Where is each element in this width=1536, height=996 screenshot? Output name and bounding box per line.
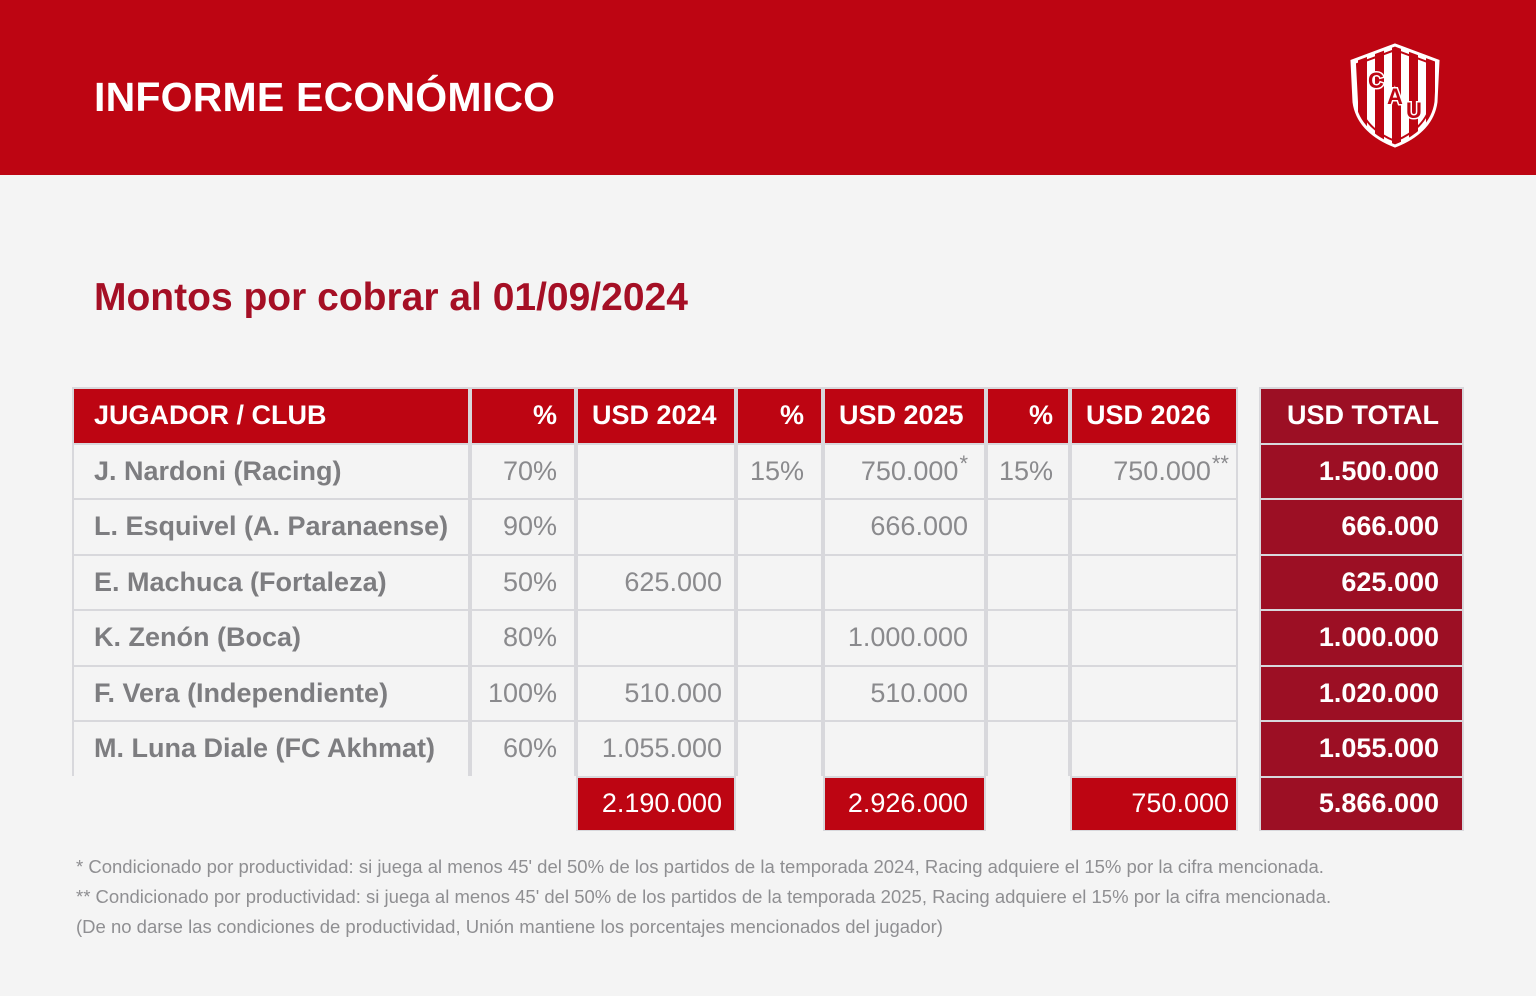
header-cell-usd2025	[825, 389, 984, 443]
sum-cell-usd2025	[825, 778, 984, 831]
cell-usd2026	[1072, 556, 1236, 610]
row-total-cell	[1261, 500, 1462, 554]
crest-letter-c: C	[1368, 68, 1384, 93]
cell-usd2025	[825, 500, 984, 554]
player-name-cell	[74, 556, 468, 610]
header-label-usd2024: USD 2024	[592, 400, 717, 431]
header-cell-total	[1261, 389, 1462, 443]
footnote-1: * Condicionado por productividad: si juega al menos 45' del 50% de los partidos de la temporada 2024, Racing adquiere el 15% por la cifra mencionada.	[76, 856, 1324, 877]
header-label-pct3: %	[1028, 400, 1053, 431]
row-total-cell	[1261, 722, 1462, 776]
cell-pct1	[472, 611, 574, 665]
cell-usd2025	[825, 445, 984, 499]
player-name: M. Luna Diale (FC Akhmat)	[94, 733, 436, 764]
cell-usd2024	[578, 667, 734, 721]
cell-usd2024	[578, 611, 734, 665]
header-label-player: JUGADOR / CLUB	[94, 400, 327, 431]
cell-usd2025	[825, 722, 984, 776]
cell-pct1	[472, 667, 574, 721]
cell-usd2025	[825, 556, 984, 610]
crest-letter-a: A	[1387, 84, 1403, 109]
footnote-marker: **	[1211, 450, 1229, 476]
footnotes	[76, 852, 1496, 942]
row-total-value: 1.500.000	[1318, 455, 1439, 486]
sum-value-usd2024: 2.190.000	[601, 788, 722, 819]
club-crest-logo	[1348, 42, 1442, 148]
value-pct1: 70%	[502, 455, 557, 486]
row-total-value: 625.000	[1341, 566, 1439, 597]
report-subtitle: Montos por cobrar al 01/09/2024	[94, 276, 688, 319]
value-pct1: 80%	[502, 622, 557, 653]
cell-pct1	[472, 556, 574, 610]
player-name: K. Zenón (Boca)	[94, 622, 301, 653]
value-usd2025: 666.000	[870, 511, 968, 542]
header-cell-usd2024	[578, 389, 734, 443]
header-banner	[0, 0, 1536, 175]
cell-pct2	[738, 500, 821, 554]
receivables-table	[72, 387, 1464, 833]
cell-usd2024	[578, 556, 734, 610]
cell-usd2025	[825, 611, 984, 665]
player-name-cell	[74, 445, 468, 499]
cell-usd2026	[1072, 667, 1236, 721]
row-total-value: 1.000.000	[1318, 622, 1439, 653]
player-name: F. Vera (Independiente)	[94, 677, 389, 708]
header-cell-pct2	[738, 389, 821, 443]
player-name: E. Machuca (Fortaleza)	[94, 566, 387, 597]
player-name-cell	[74, 722, 468, 776]
header-label-usd2026: USD 2026	[1086, 400, 1211, 431]
header-label-pct2: %	[779, 400, 804, 431]
cell-pct2	[738, 667, 821, 721]
row-total-cell	[1261, 667, 1462, 721]
cell-usd2024	[578, 722, 734, 776]
sum-cell-usd2024	[578, 778, 734, 831]
cell-pct1	[472, 445, 574, 499]
row-total-value: 666.000	[1341, 511, 1439, 542]
value-pct1: 50%	[502, 566, 557, 597]
cell-pct3	[988, 722, 1068, 776]
sum-cell-usd2026	[1072, 778, 1236, 831]
value-usd2025: 750.000	[860, 455, 959, 486]
sum-value-usd2026: 750.000	[1131, 788, 1229, 819]
row-total-cell	[1261, 556, 1462, 610]
cell-pct2	[738, 445, 821, 499]
cell-pct3	[988, 500, 1068, 554]
player-name-cell	[74, 667, 468, 721]
value-usd2024: 625.000	[624, 566, 722, 597]
value-usd2025: 1.000.000	[847, 622, 968, 653]
footnote-marker: *	[959, 450, 968, 476]
cell-pct2	[738, 611, 821, 665]
cell-pct3	[988, 556, 1068, 610]
cell-pct2	[738, 722, 821, 776]
grand-total-value: 5.866.000	[1318, 788, 1439, 819]
footnote-2: ** Condicionado por productividad: si juega al menos 45' del 50% de los partidos de la temporada 2025, Racing adquiere el 15% por la cifra mencionada.	[76, 886, 1332, 907]
sum-value-usd2025: 2.926.000	[847, 788, 968, 819]
value-pct2: 15%	[749, 455, 804, 486]
cell-usd2024	[578, 500, 734, 554]
player-name: L. Esquivel (A. Paranaense)	[94, 511, 449, 542]
cell-pct3	[988, 667, 1068, 721]
header-cell-usd2026	[1072, 389, 1236, 443]
value-pct3: 15%	[998, 455, 1053, 486]
cell-pct1	[472, 722, 574, 776]
value-usd2024: 510.000	[624, 677, 722, 708]
header-label-pct1: %	[532, 400, 557, 431]
value-usd2024: 1.055.000	[601, 733, 722, 764]
row-total-value: 1.055.000	[1318, 733, 1439, 764]
cell-usd2026	[1072, 445, 1236, 499]
cell-pct3	[988, 445, 1068, 499]
header-label-total: USD TOTAL	[1287, 400, 1439, 431]
row-total-cell	[1261, 611, 1462, 665]
header-label-usd2025: USD 2025	[839, 400, 964, 431]
value-pct1: 90%	[502, 511, 557, 542]
player-name-cell	[74, 500, 468, 554]
crest-letter-u: U	[1406, 98, 1422, 123]
cell-usd2026	[1072, 500, 1236, 554]
cell-pct3	[988, 611, 1068, 665]
page-title: INFORME ECONÓMICO	[94, 74, 556, 120]
value-pct1: 60%	[502, 733, 557, 764]
row-total-value: 1.020.000	[1318, 677, 1439, 708]
cell-usd2025	[825, 667, 984, 721]
player-name: J. Nardoni (Racing)	[94, 455, 342, 486]
player-name-cell	[74, 611, 468, 665]
value-usd2025: 510.000	[870, 677, 968, 708]
cell-pct1	[472, 500, 574, 554]
value-usd2026: 750.000	[1113, 455, 1211, 486]
header-cell-player	[74, 389, 468, 443]
header-cell-pct1	[472, 389, 574, 443]
grand-total-cell	[1261, 778, 1462, 831]
value-pct1: 100%	[487, 677, 557, 708]
row-total-cell	[1261, 445, 1462, 499]
header-cell-pct3	[988, 389, 1068, 443]
cell-pct2	[738, 556, 821, 610]
footnote-3: (De no darse las condiciones de productividad, Unión mantiene los porcentajes mencionados del jugador)	[76, 916, 943, 937]
cell-usd2024	[578, 445, 734, 499]
cell-usd2026	[1072, 722, 1236, 776]
cell-usd2026	[1072, 611, 1236, 665]
